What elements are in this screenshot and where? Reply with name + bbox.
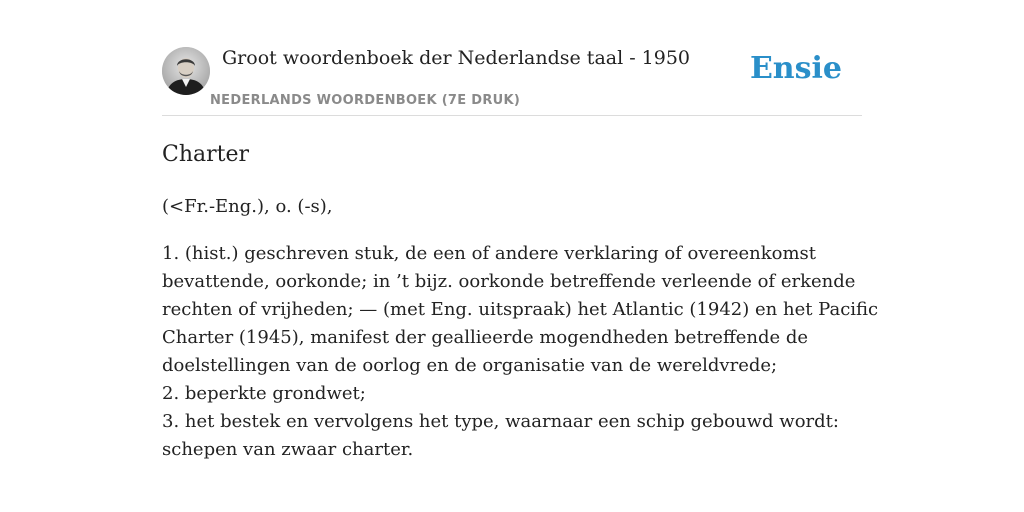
definition-line: rechten of vrijheden; — (met Eng. uitspraak) het Atlantic (1942) en het Pacific bbox=[162, 299, 879, 320]
book-subtitle: NEDERLANDS WOORDENBOEK (7E DRUK) bbox=[210, 93, 521, 108]
definition-line: doelstellingen van de oorlog en de organisatie van de wereldvrede; bbox=[162, 355, 778, 376]
author-avatar[interactable] bbox=[162, 47, 210, 95]
page-header bbox=[162, 0, 862, 116]
entry-title: Charter bbox=[162, 142, 250, 167]
definition-line: Charter (1945), manifest der geallieerde mogendheden betreffende de bbox=[162, 327, 809, 348]
definition-line: 1. (hist.) geschreven stuk, de een of andere verklaring of overeenkomst bbox=[162, 243, 816, 264]
book-title[interactable]: Groot woordenboek der Nederlandse taal - 1950 bbox=[222, 47, 691, 69]
ensie-logo-link[interactable]: Ensie bbox=[749, 51, 842, 86]
page bbox=[162, 0, 879, 512]
definition-line: 2. beperkte grondwet; bbox=[162, 383, 366, 404]
definition-line: 3. het bestek en vervolgens het type, waarnaar een schip gebouwd wordt: bbox=[162, 411, 839, 432]
entry-definition bbox=[162, 240, 879, 464]
definition-line: schepen van zwaar charter. bbox=[162, 439, 414, 460]
author-portrait-icon bbox=[162, 47, 210, 95]
entry-etymology: (<Fr.-Eng.), o. (-s), bbox=[162, 196, 333, 217]
definition-line: bevattende, oorkonde; in ’t bijz. oorkonde betreffende verleende of erkende bbox=[162, 271, 856, 292]
